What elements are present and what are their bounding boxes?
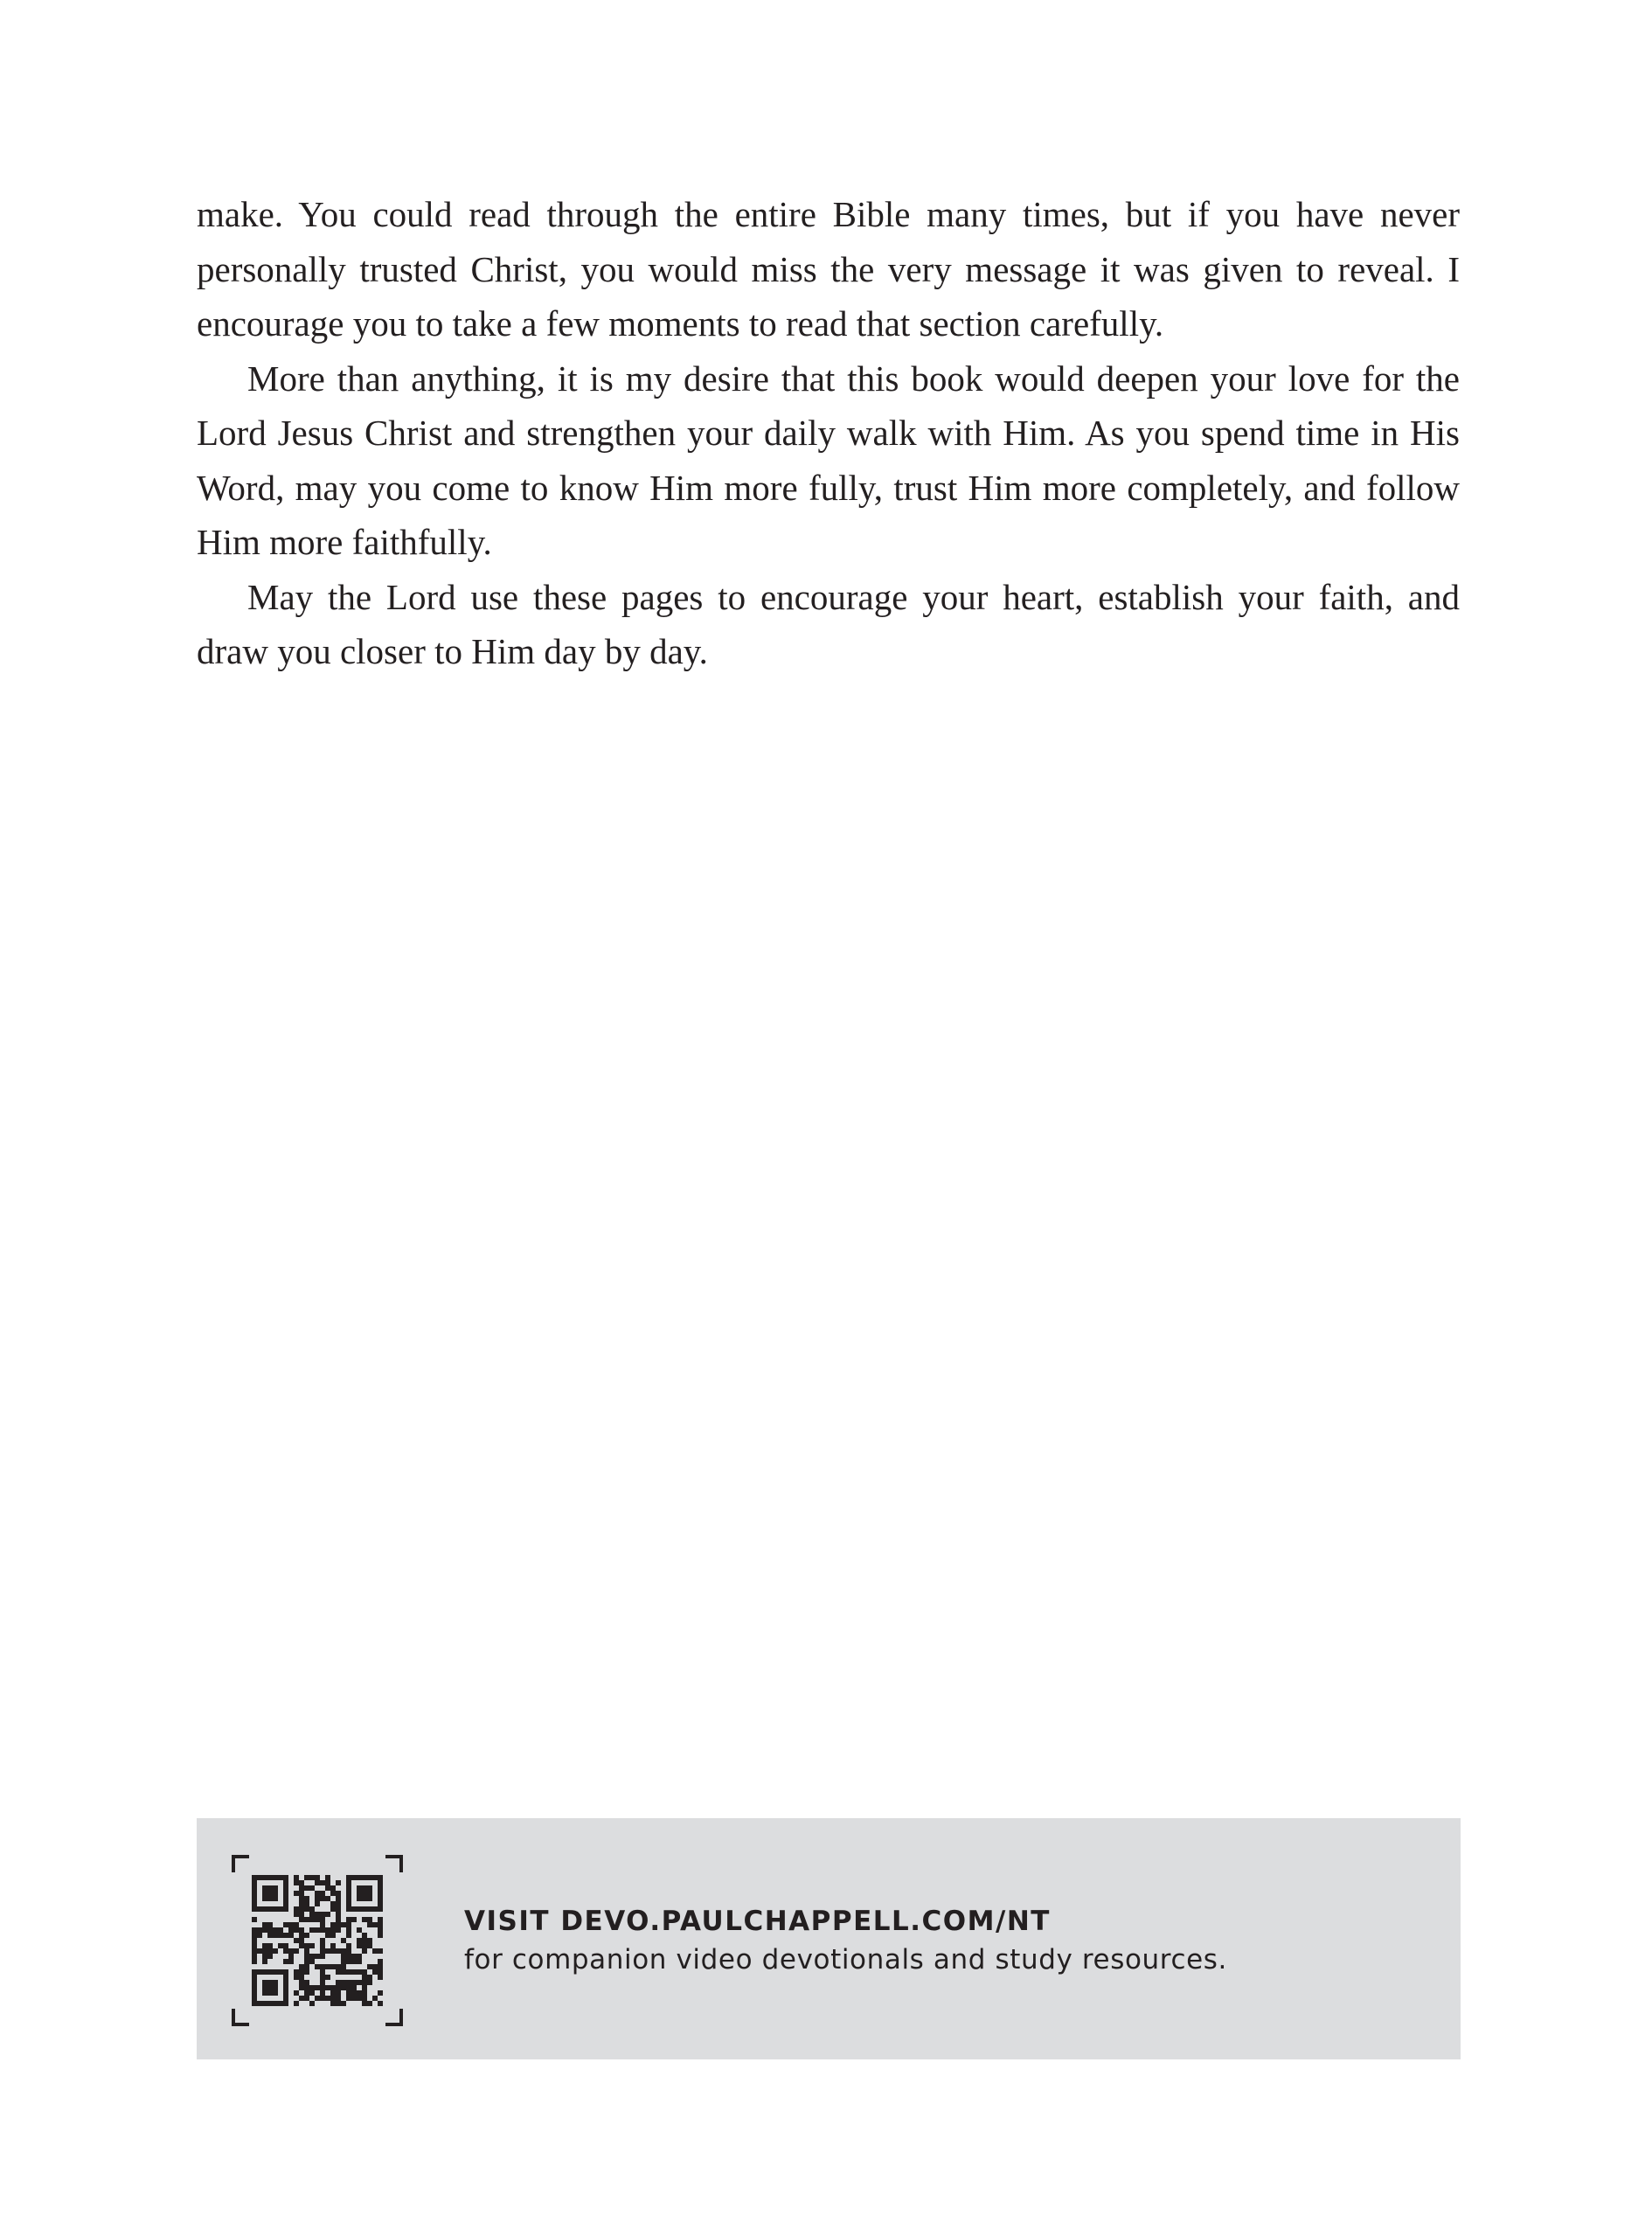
qr-module [362,1990,367,1996]
qr-module [315,1901,320,1906]
qr-module [288,1948,294,1954]
qr-module [294,1938,299,1943]
qr-module [330,1891,336,1896]
qr-module [330,1943,336,1948]
qr-module [346,1959,351,1964]
visit-link[interactable]: VISIT DEVO.PAULCHAPPELL.COM/NT [464,1906,1051,1937]
qr-module [294,1906,299,1912]
qr-module [288,1922,294,1927]
qr-module [273,1948,278,1954]
qr-module [336,1996,341,2001]
qr-module [299,1969,304,1975]
qr-module [304,1948,309,1954]
qr-module [262,1943,267,1948]
qr-module [309,1917,315,1922]
qr-module [299,1917,304,1922]
qr-module [299,1901,304,1906]
qr-module [325,1964,330,1969]
qr-module [330,1990,336,1996]
qr-module [304,1969,309,1975]
qr-module [262,1948,267,1954]
qr-module [378,2001,383,2006]
qr-module [362,1969,367,1975]
qr-module [351,1969,357,1975]
qr-module [330,1948,336,1954]
qr-module [294,1922,299,1927]
qr-module [362,1975,367,1980]
callout-text [464,1903,1227,1980]
qr-module [304,1985,309,1990]
qr-module [341,1922,346,1927]
qr-module [346,1990,351,1996]
qr-module [351,1954,357,1959]
qr-module [330,1985,336,1990]
qr-module [336,1985,341,1990]
qr-module [325,1948,330,1954]
qr-module [341,1948,346,1954]
qr-module [299,1896,304,1901]
qr-module [372,1969,378,1975]
qr-module [330,1906,336,1912]
qr-module [320,1891,325,1896]
qr-module [304,1933,309,1938]
qr-module [320,1964,325,1969]
qr-module [325,1996,330,2001]
qr-module [378,1975,383,1980]
qr-module [304,1954,309,1959]
qr-module [346,1996,351,2001]
callout-description: for companion video devotionals and study resources. [464,1944,1227,1976]
qr-module [315,1917,320,1922]
qr-module [325,1927,330,1933]
qr-module [315,1985,320,1990]
qr-module [320,1996,325,2001]
qr-module [330,1996,336,2001]
qr-module [273,1927,278,1933]
qr-module [346,1969,351,1975]
qr-module [346,1980,351,1985]
qr-module [336,1990,341,1996]
qr-module [267,1954,273,1959]
qr-module [372,1922,378,1927]
qr-module [336,1927,341,1933]
qr-module [309,1943,315,1948]
qr-module [288,1959,294,1964]
qr-module [367,1917,372,1922]
qr-module [288,1954,294,1959]
qr-module [262,1959,267,1964]
qr-module [378,1922,383,1927]
qr-module [288,1927,294,1933]
qr-module [320,1896,325,1901]
qr-module [378,1933,383,1938]
qr-module [294,1948,299,1954]
qr-module [299,1885,304,1891]
qr-module [351,1985,357,1990]
qr-module [309,1990,315,1996]
qr-module [325,1975,330,1980]
qr-module [278,1927,283,1933]
qr-module [320,1927,325,1933]
qr-finder-top-left-center [262,1885,278,1901]
qr-module [378,1964,383,1969]
qr-module [325,1912,330,1917]
qr-module [336,1964,341,1969]
qr-module [367,1980,372,1985]
qr-module [299,1964,304,1969]
qr-module [362,1917,367,1922]
qr-module [330,1901,336,1906]
qr-module [299,1985,304,1990]
qr-module [372,1948,378,1954]
qr-module [378,1917,383,1922]
qr-module [304,1943,309,1948]
qr-module [299,1880,304,1885]
qr-module [315,1996,320,2001]
qr-module [320,1985,325,1990]
qr-module [336,1969,341,1975]
qr-module [362,1943,367,1948]
qr-module [346,1943,351,1948]
qr-module [294,1891,299,1896]
qr-module [304,1917,309,1922]
qr-module [346,1922,351,1927]
qr-module [346,1933,351,1938]
qr-module [309,1875,315,1880]
qr-module [309,1912,315,1917]
qr-module [299,1996,304,2001]
qr-module [351,1980,357,1985]
qr-module [309,1954,315,1959]
qr-module [346,1948,351,1954]
qr-module [252,1959,257,1964]
qr-module [367,1975,372,1980]
qr-module [320,1969,325,1975]
qr-module [252,1933,257,1938]
qr-module [320,1975,325,1980]
qr-module [362,1980,367,1985]
qr-module [252,1948,257,1954]
qr-module [378,1990,383,1996]
qr-module [257,1948,262,1954]
qr-module [367,1943,372,1948]
qr-module [267,1922,273,1927]
qr-module [299,1980,304,1985]
qr-module [309,2001,315,2006]
qr-module [330,1933,336,1938]
qr-module [320,1948,325,1954]
qr-module [278,1943,283,1948]
qr-module [304,1980,309,1985]
body-text [197,187,1460,679]
qr-module [315,1880,320,1885]
qr-module [330,1922,336,1927]
qr-module [283,1959,288,1964]
qr-module [299,1891,304,1896]
qr-module [357,1959,362,1964]
qr-module [299,1906,304,1912]
qr-module [320,1922,325,1927]
qr-module [362,2001,367,2006]
qr-module [309,1927,315,1933]
qr-module [304,1896,309,1901]
qr-module [320,1980,325,1985]
qr-module [362,1985,367,1990]
qr-module [362,1948,367,1954]
qr-module [288,1933,294,1938]
qr-module [357,1990,362,1996]
qr-module [341,1959,346,1964]
qr-module [320,1943,325,1948]
qr-module [336,1917,341,1922]
qr-module [299,1933,304,1938]
qr-module [341,1938,346,1943]
qr-module [367,1964,372,1969]
qr-module [315,1891,320,1896]
qr-module [304,1901,309,1906]
qr-module [336,1880,341,1885]
qr-module [336,1891,341,1896]
qr-module [362,1996,367,2001]
qr-module [252,1927,257,1933]
qr-module [336,1922,341,1927]
qr-module [315,1896,320,1901]
qr-module [252,1917,257,1922]
qr-module [294,1975,299,1980]
qr-finder-bottom-left-center [262,1980,278,1996]
qr-module [267,1948,273,1954]
qr-module [320,1990,325,1996]
qr-module [341,1969,346,1975]
qr-module [315,1912,320,1917]
qr-module [294,1927,299,1933]
qr-code-icon[interactable] [232,1855,403,2026]
qr-module [283,1943,288,1948]
qr-module [325,1875,330,1880]
qr-module [351,1996,357,2001]
qr-module [283,1922,288,1927]
qr-module [304,1959,309,1964]
qr-module [299,1975,304,1980]
qr-module [299,1943,304,1948]
qr-module [357,1943,362,1948]
qr-module [367,1938,372,1943]
qr-module [378,1948,383,1954]
qr-module [336,1980,341,1985]
companion-resources-callout [197,1818,1461,2059]
qr-module [357,1938,362,1943]
qr-module [320,1954,325,1959]
qr-module [294,1880,299,1885]
qr-module [262,1927,267,1933]
qr-module [341,1985,346,1990]
qr-module [294,1990,299,1996]
qr-module [304,1964,309,1969]
qr-module [378,1969,383,1975]
qr-module [294,2001,299,2006]
qr-module [325,1985,330,1990]
qr-corner-top-left [233,1857,249,1872]
qr-module [330,1964,336,1969]
qr-module [341,2001,346,2006]
qr-module [330,2001,336,2006]
qr-module [357,1927,362,1933]
qr-module [257,1927,262,1933]
qr-module [341,1980,346,1985]
qr-module [357,1954,362,1959]
qr-module [351,1917,357,1922]
qr-module [341,1954,346,1959]
qr-module [325,1880,330,1885]
qr-corner-bottom-left [233,2009,249,2024]
qr-module [315,1875,320,1880]
qr-module [346,1985,351,1990]
qr-module [294,1912,299,1917]
qr-module [336,1901,341,1906]
qr-module [252,1943,257,1948]
qr-module [336,1948,341,1954]
qr-module [336,1906,341,1912]
qr-module [309,1985,315,1990]
qr-module [294,1969,299,1975]
qr-module [304,1906,309,1912]
qr-module [325,1933,330,1938]
qr-finder-top-right-center [357,1885,372,1901]
qr-module [362,1933,367,1938]
qr-module [252,1954,257,1959]
paragraph-1: make. You could read through the entire Bible many times, but if you have never personally trusted Christ, you would miss the very message it was given to reveal. I encourage you to take a few moments to read that section carefully. [197,194,1460,344]
qr-module [325,1885,330,1891]
qr-module [309,1959,315,1964]
qr-module [367,2001,372,2006]
qr-module [283,1948,288,1954]
qr-module [304,1885,309,1891]
qr-corner-top-right [385,1857,401,1872]
qr-module [304,1996,309,2001]
qr-module [309,1906,315,1912]
qr-module [262,1954,267,1959]
qr-module [372,1964,378,1969]
qr-module [273,1933,278,1938]
qr-module [336,2001,341,2006]
qr-module [315,1954,320,1959]
qr-module [362,1938,367,1943]
qr-module [346,1927,351,1933]
qr-module [299,1912,304,1917]
qr-module [267,1943,273,1948]
qr-module [252,1938,257,1943]
qr-module [267,1927,273,1933]
qr-module [357,1969,362,1975]
qr-module [372,1996,378,2001]
qr-module [315,1927,320,1933]
qr-module [325,1896,330,1901]
qr-module [315,1964,320,1969]
qr-module [346,1917,351,1922]
qr-module [351,1990,357,1996]
qr-corner-bottom-right [385,2009,401,2024]
qr-module [320,1880,325,1885]
qr-module [304,1875,309,1880]
qr-module [320,1917,325,1922]
qr-module [378,1959,383,1964]
qr-module [320,1912,325,1917]
qr-module [257,1933,262,1938]
qr-module [346,1954,351,1959]
paragraph-2: More than anything, it is my desire that this book would deepen your love for the Lord Jesus Christ and strengthen your daily walk with Him. As you spend time in His Word, may you come to know Him more fully, trust Him more completely, and follow Him more faithfully. [197,358,1460,562]
qr-module [330,1927,336,1933]
qr-module [294,1875,299,1880]
qr-module [336,1896,341,1901]
paragraph-3: May the Lord use these pages to encourage your heart, establish your faith, and draw you closer to Him day by day. [197,576,1460,671]
qr-module [283,1933,288,1938]
qr-module [267,1933,273,1938]
qr-module [309,1885,315,1891]
qr-module [357,1980,362,1985]
qr-module [278,1933,283,1938]
qr-module [357,1996,362,2001]
qr-module [299,1927,304,1933]
qr-module [378,1927,383,1933]
qr-module [320,1938,325,1943]
qr-module [351,1959,357,1964]
qr-module [341,1964,346,1969]
qr-module [330,1885,336,1891]
qr-module [304,1990,309,1996]
qr-module [262,1922,267,1927]
qr-module [299,1938,304,1943]
qr-module [367,1922,372,1927]
qr-module [336,1912,341,1917]
